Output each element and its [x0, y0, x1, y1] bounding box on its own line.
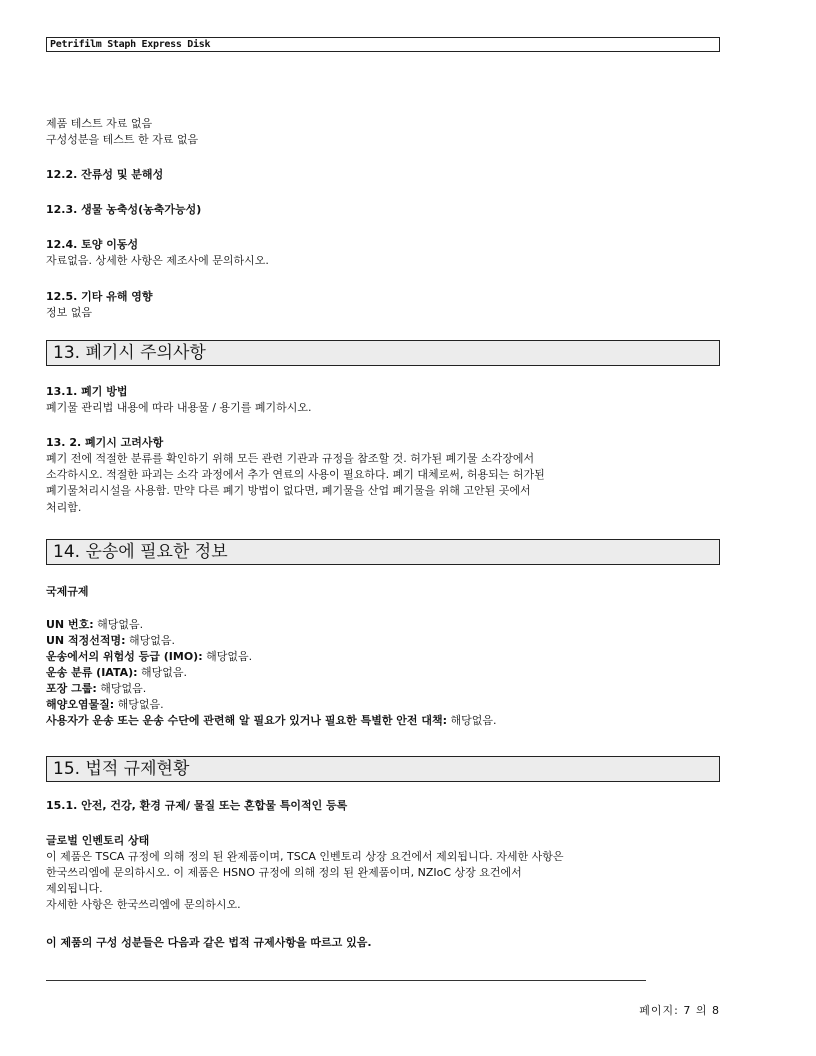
subsection-12-5-heading: 12.5. 기타 유해 영향: [46, 290, 153, 303]
transport-label: UN 번호:: [46, 618, 94, 631]
inventory-paragraph-line: 이 제품은 TSCA 규정에 의해 정의 된 완제품이며, TSCA 인벤토리 상장 요건에서 제외됩니다. 자세한 사항은: [46, 850, 564, 863]
transport-row-shipping-name: [46, 633, 175, 649]
disposal-paragraph-line: 폐기물처리시설을 사용함. 만약 다른 폐기 방법이 없다면, 폐기물을 산업 폐기물을 위해 고안된 곳에서: [46, 484, 531, 497]
no-component-test-data-text: 구성성분을 테스트 한 자료 없음: [46, 133, 199, 146]
transport-label: 운송 분류 (IATA):: [46, 666, 138, 679]
international-regulation-heading: 국제규제: [46, 585, 89, 598]
transport-label: 운송에서의 위험성 등급 (IMO):: [46, 650, 203, 663]
transport-row-class-iata: [46, 665, 187, 681]
transport-row-special-precautions: [46, 713, 497, 729]
transport-label: 사용자가 운송 또는 운송 수단에 관련해 알 필요가 있거나 필요한 특별한 안전 대책:: [46, 714, 448, 727]
transport-value: 해당없음.: [202, 650, 253, 663]
section-15-header: [46, 756, 720, 782]
section-14-header: [46, 539, 720, 565]
transport-value: 해당없음.: [125, 634, 175, 647]
no-test-data-text: 제품 테스트 자료 없음: [46, 117, 153, 130]
transport-value: 해당없음.: [93, 618, 144, 631]
transport-label: 포장 그룹:: [46, 682, 97, 695]
transport-row-un-number: [46, 617, 143, 633]
subsection-13-1-heading: 13.1. 폐기 방법: [46, 385, 128, 398]
subsection-12-3-heading: 12.3. 생물 농축성(농축가능성): [46, 203, 202, 216]
transport-row-packing-group: [46, 681, 146, 697]
subsection-13-1-text: 폐기물 관리법 내용에 따라 내용물 / 용기를 폐기하시오.: [46, 401, 312, 414]
regulatory-statement: 이 제품의 구성 성분들은 다음과 같은 법적 규제사항을 따르고 있음.: [46, 936, 372, 949]
inventory-paragraph-line: 한국쓰리엠에 문의하시오. 이 제품은 HSNO 규정에 의해 정의 된 완제품이며, NZIoC 상장 요건에서: [46, 866, 522, 879]
disposal-paragraph-line: 폐기 전에 적절한 분류를 확인하기 위해 모든 관련 기관과 규정을 참조할 것. 허가된 폐기물 소각장에서: [46, 452, 535, 465]
subsection-12-5-text: 정보 없음: [46, 306, 93, 319]
transport-row-hazard-class-imo: [46, 649, 252, 665]
global-inventory-heading: 글로벌 인벤토리 상태: [46, 834, 150, 847]
section-15-title: 15. 법적 규제현황: [53, 759, 190, 779]
section-13-title: 13. 폐기시 주의사항: [53, 343, 206, 363]
transport-value: 해당없음.: [114, 698, 164, 711]
disposal-paragraph-line: 처리함.: [46, 501, 82, 514]
page-number: 페이지: 7 의 8: [639, 1004, 720, 1017]
transport-value: 해당없음.: [96, 682, 147, 695]
section-14-title: 14. 운송에 필요한 정보: [53, 542, 228, 562]
subsection-12-2-heading: 12.2. 잔류성 및 분해성: [46, 168, 164, 181]
inventory-paragraph-line: 자세한 사항은 한국쓰리엠에 문의하시오.: [46, 898, 241, 911]
subsection-13-2-heading: 13. 2. 폐기시 고려사항: [46, 436, 164, 449]
product-name: Petrifilm Staph Express Disk: [50, 39, 211, 50]
inventory-paragraph-line: 제외됩니다.: [46, 882, 103, 895]
transport-row-marine-pollutant: [46, 697, 164, 713]
transport-value: 해당없음.: [137, 666, 188, 679]
subsection-12-4-heading: 12.4. 토양 이동성: [46, 238, 139, 251]
subsection-15-1-heading: 15.1. 안전, 건강, 환경 규제/ 물질 또는 혼합물 특이적인 등록: [46, 799, 348, 812]
footer-rule: [46, 980, 646, 981]
section-13-header: [46, 340, 720, 366]
subsection-12-4-text: 자료없음. 상세한 사항은 제조사에 문의하시오.: [46, 254, 269, 267]
document-header: [46, 37, 720, 52]
disposal-paragraph-line: 소각하시오. 적절한 파괴는 소각 과정에서 추가 연료의 사용이 필요하다. 폐기 대체로써, 허용되는 허가된: [46, 468, 545, 481]
transport-label: 해양오염물질:: [46, 698, 115, 711]
transport-value: 해당없음.: [447, 714, 497, 727]
transport-label: UN 적정선적명:: [46, 634, 126, 647]
